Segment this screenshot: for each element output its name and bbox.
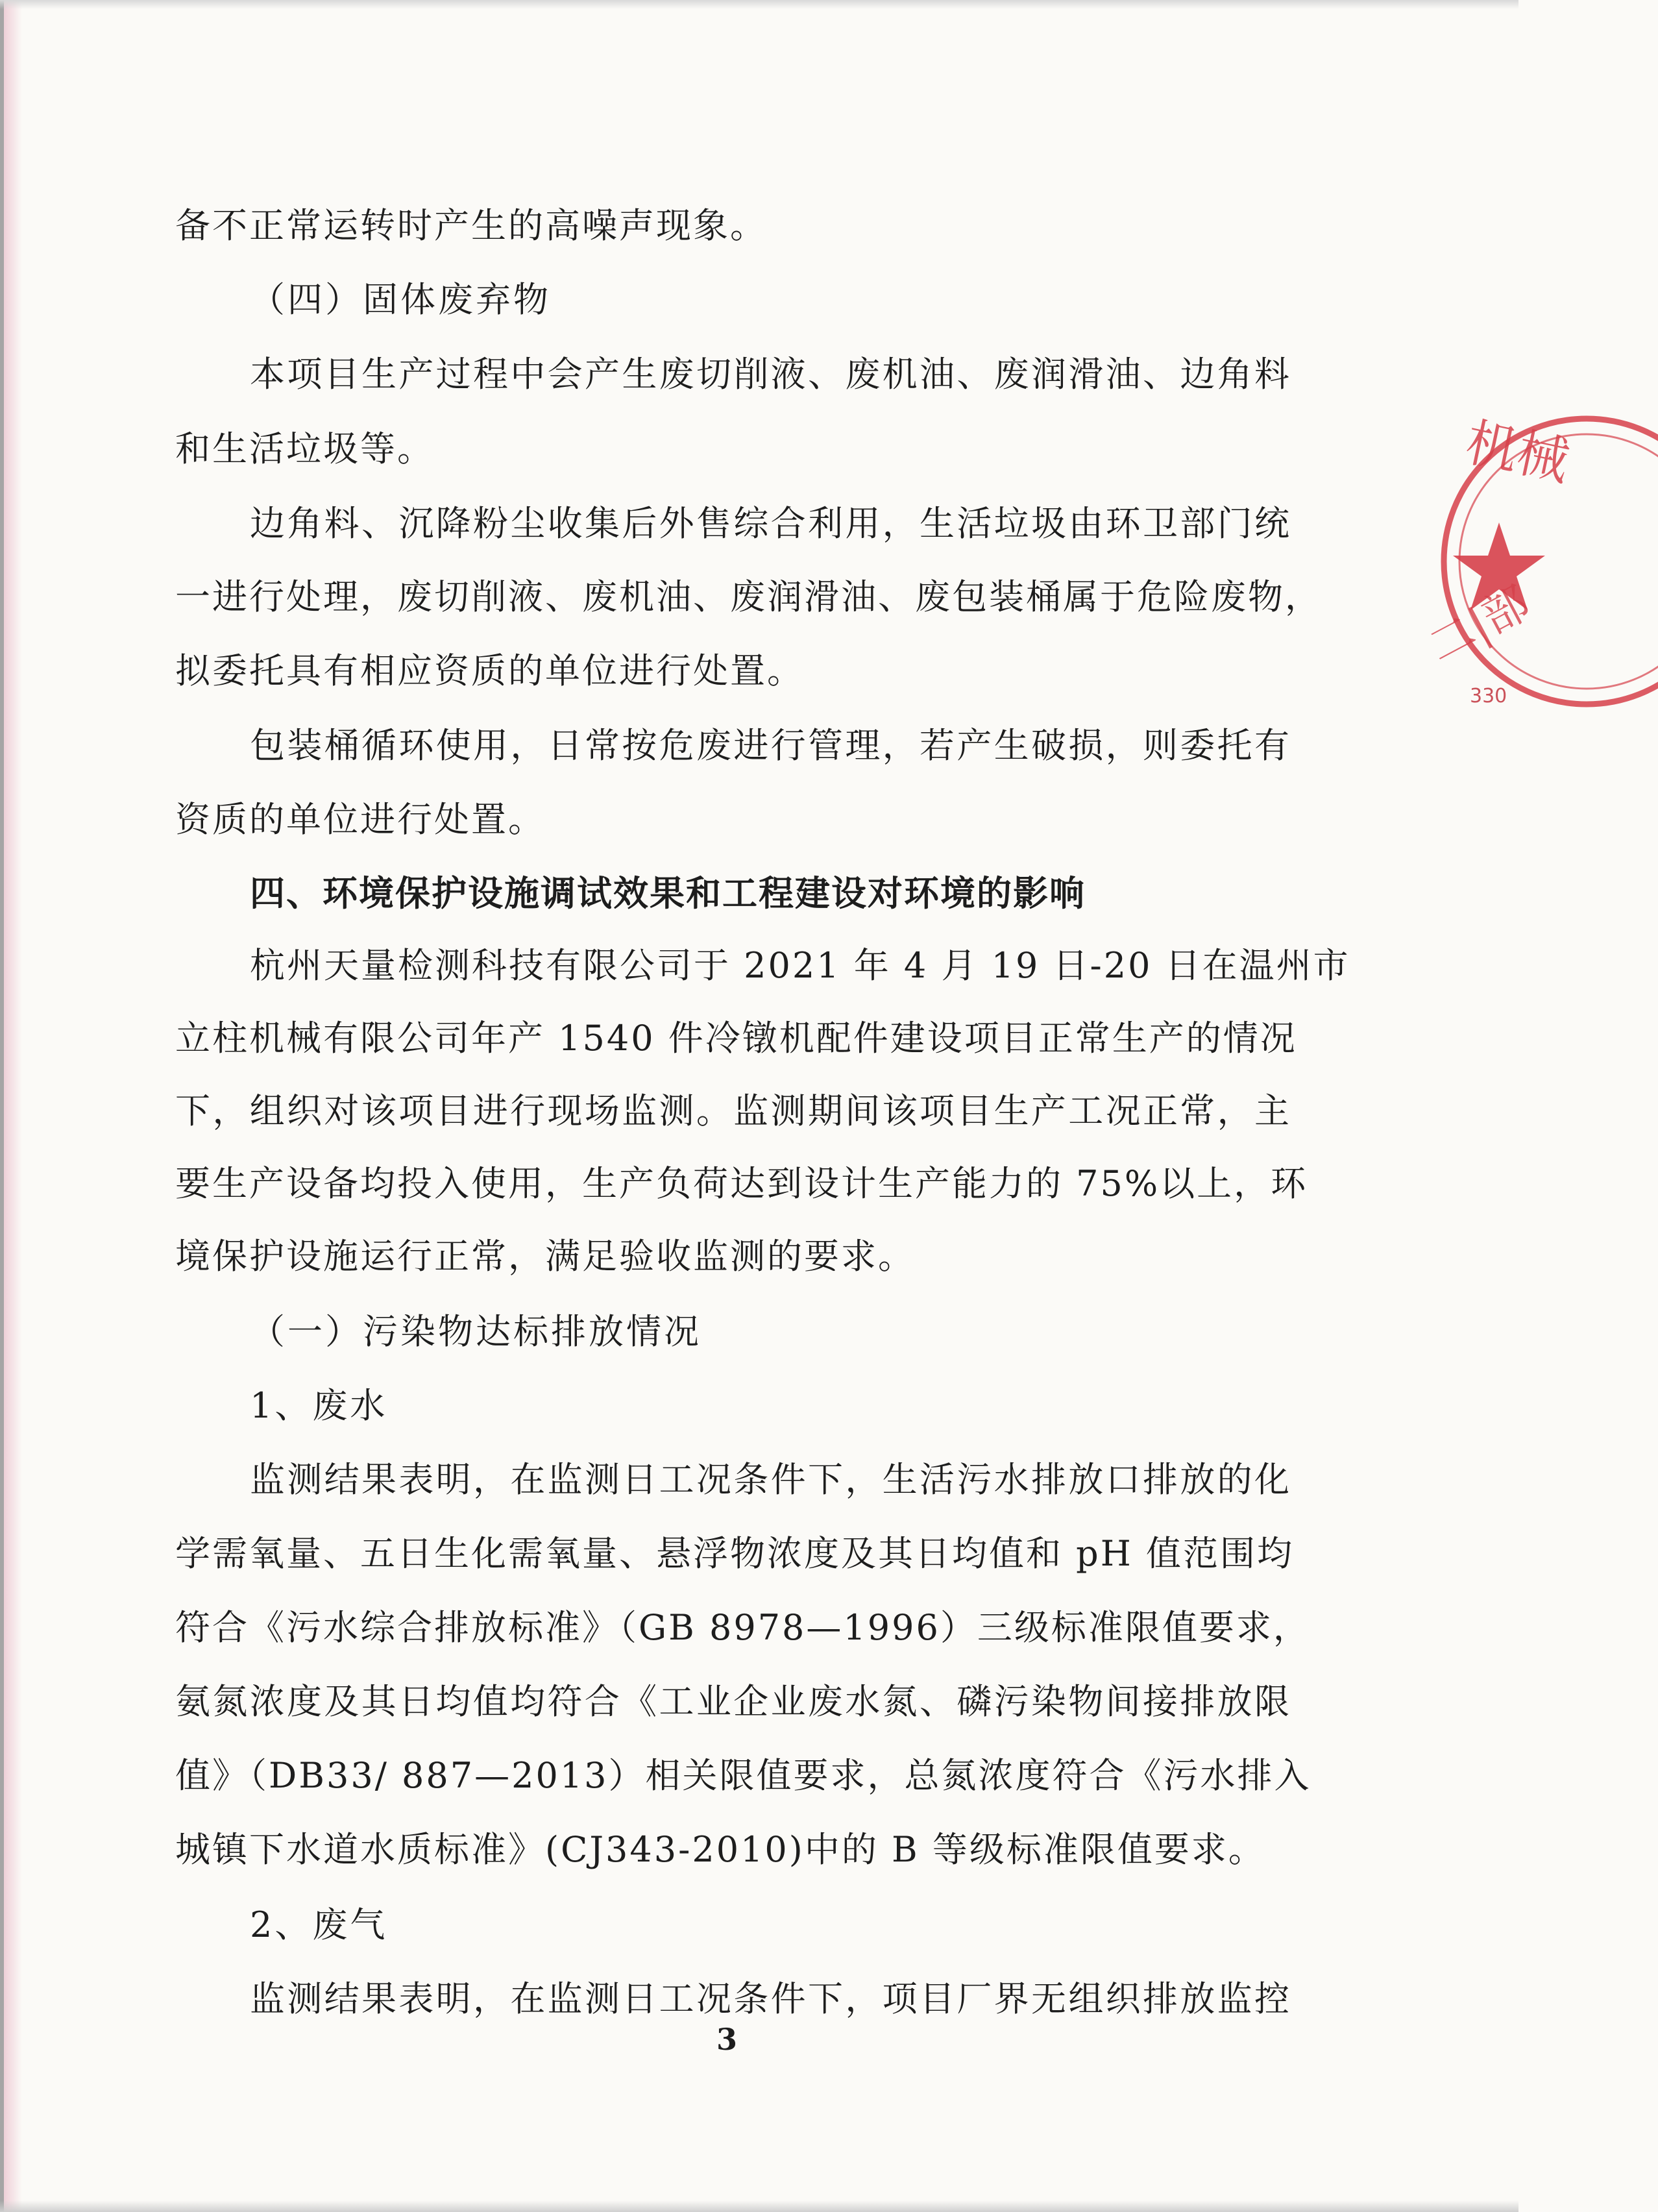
paragraph-line: 杭州天量检测科技有限公司于 2021 年 4 月 19 日-20 日在温州市: [250, 945, 1350, 986]
paragraph-line: 符合《污水综合排放标准》（GB 8978—1996）三级标准限值要求，: [175, 1607, 1310, 1648]
section-heading-wastewater: 1、废水: [250, 1385, 388, 1426]
paragraph-line: 值》（DB33/ 887—2013）相关限值要求，总氮浓度符合《污水排入: [175, 1755, 1311, 1796]
paragraph-line: 边角料、沉降粉尘收集后外售综合利用，生活垃圾由环卫部门统: [250, 503, 1291, 544]
seal-number: 330: [1470, 685, 1507, 707]
paragraph-line: 要生产设备均投入使用，生产负荷达到设计生产能力的 75%以上，环: [175, 1163, 1308, 1204]
paragraph-line: 下，组织对该项目进行现场监测。监测期间该项目生产工况正常，主: [175, 1090, 1291, 1131]
paragraph-line: 备不正常运转时产生的高噪声现象。: [175, 205, 767, 246]
paragraph-line: 包装桶循环使用，日常按危废进行管理，若产生破损，则委托有: [250, 725, 1291, 766]
paragraph-line: 监测结果表明，在监测日工况条件下，生活污水排放口排放的化: [250, 1459, 1291, 1500]
page-number: 3: [716, 2022, 737, 2057]
paragraph-line: 资质的单位进行处置。: [175, 799, 545, 840]
paragraph-line: 城镇下水道水质标准》(CJ343-2010)中的 B 等级标准限值要求。: [175, 1829, 1265, 1870]
paragraph-line: 本项目生产过程中会产生废切削液、废机油、废润滑油、边角料: [250, 354, 1291, 395]
section-heading-exhaust-gas: 2、废气: [250, 1904, 388, 1945]
section-heading-solid-waste: （四）固体废弃物: [250, 279, 551, 320]
paragraph-line: 境保护设施运行正常，满足验收监测的要求。: [175, 1236, 915, 1277]
seal-text-top: 机械: [1460, 412, 1575, 493]
section-heading-environmental-impact: 四、环境保护设施调试效果和工程建设对环境的影响: [250, 872, 1086, 914]
paragraph-line: 氨氮浓度及其日均值均符合《工业企业废水氮、磷污染物间接排放限: [175, 1681, 1291, 1722]
paragraph-line: 立柱机械有限公司年产 1540 件冷镦机配件建设项目正常生产的情况: [175, 1018, 1297, 1059]
paragraph-line: 监测结果表明，在监测日工况条件下，项目厂界无组织排放监控: [250, 1978, 1291, 2019]
company-seal: [1419, 409, 1658, 714]
paragraph-line: 学需氧量、五日生化需氧量、悬浮物浓度及其日均值和 pH 值范围均: [175, 1533, 1294, 1574]
paragraph-line: 一进行处理，废切削液、废机油、废润滑油、废包装桶属于危险废物，: [175, 576, 1322, 617]
section-heading-pollutants: （一）污染物达标排放情况: [250, 1311, 701, 1352]
paragraph-line: 和生活垃圾等。: [175, 428, 434, 469]
paragraph-line: 拟委托具有相应资质的单位进行处置。: [175, 650, 804, 691]
seal-text-left: 二|部: [1419, 576, 1539, 673]
